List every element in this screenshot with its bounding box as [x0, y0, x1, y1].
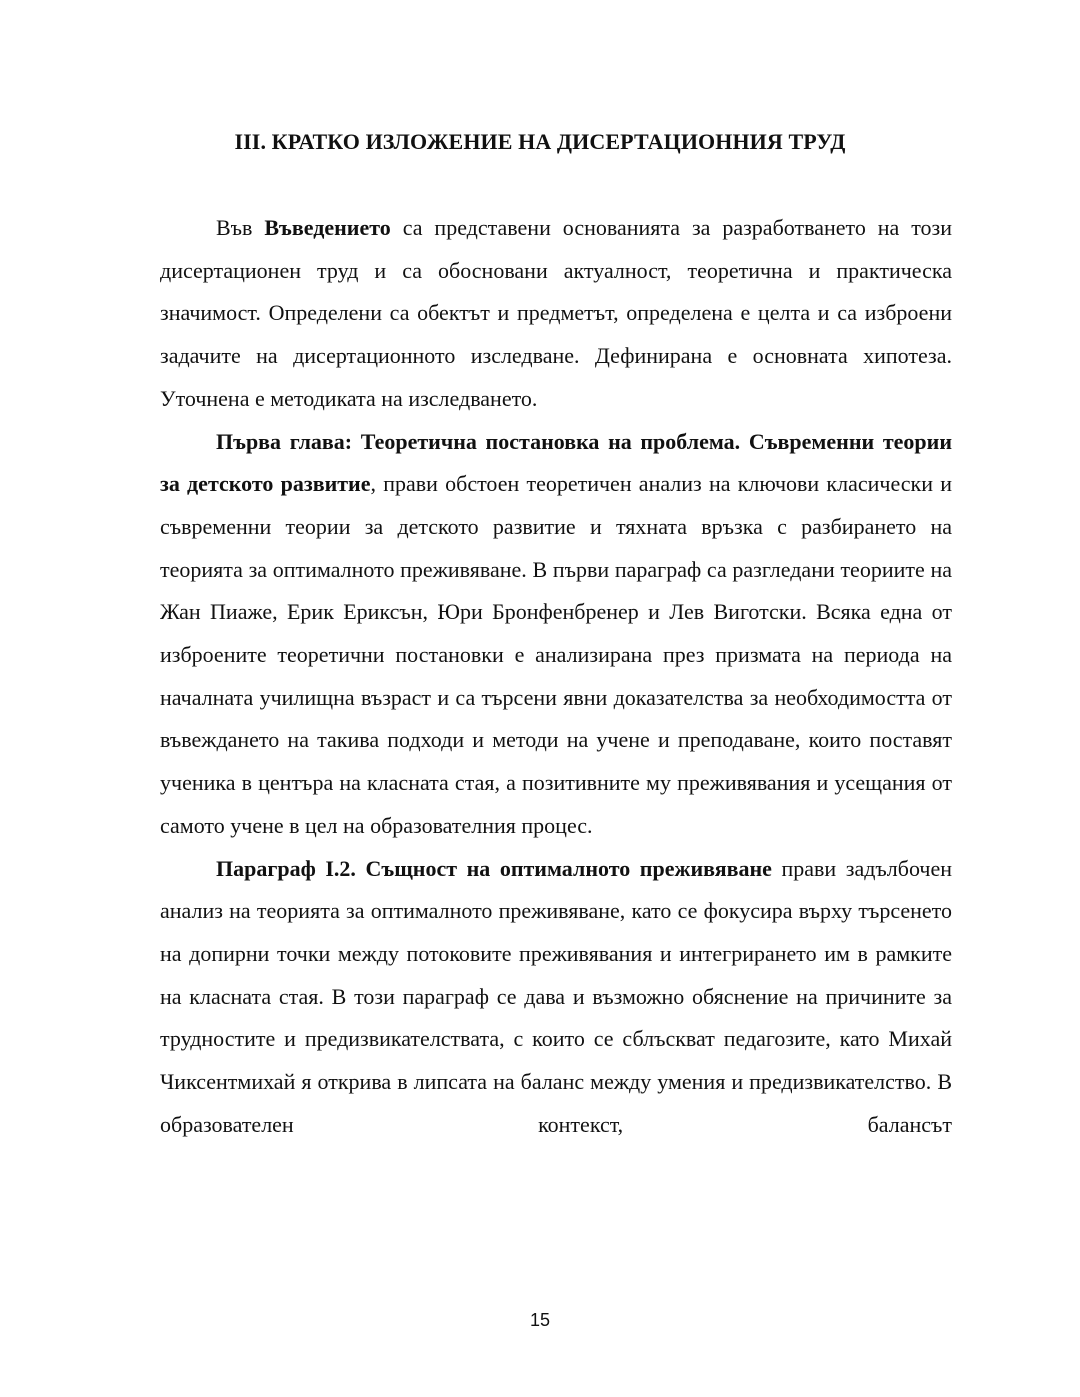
section-1-2-text: прави задълбочен анализ на теорията за оптималното преживяване, като се фокусира върху търсенето на допирни точки между потоковите преживявания и интегрирането им в рамките на класната стая. В този параграф се дава и възможно обяснение на причините за трудностите и предизвикателствата, с които се сблъскват педагозите, като Михай Чиксентмихай я открива в липсата на баланс между умения и предизвикателство. В образователен контекст, балансът: [160, 855, 952, 1137]
intro-lead: Във: [216, 215, 265, 240]
paragraph-chapter-one: [160, 421, 952, 848]
chapter-one-title: Първа глава: Теоретична постановка на проблема. Съвременни теории за детското развитие: [160, 428, 952, 497]
chapter-one-text: , прави обстоен теоретичен анализ на ключови класически и съвременни теории за детското развитие и тяхната връзка с разбирането на теорията за оптималното преживяване. В първи параграф са разгледани теориите на Жан Пиаже, Ерик Ериксън, Юри Бронфенбренер и Лев Виготски. Всяка една от изброените теоретични постановки е анализирана през призмата на периода на началната училищна възраст и са търсени явни доказателства за необходимостта от въвеждането на такива подходи и методи на учене и преподаване, които поставят ученика в центъра на класната стая, а позитивните му преживявания и усещания от самото учене в цел на образователния процес.: [160, 471, 952, 838]
section-heading: III. КРАТКО ИЗЛОЖЕНИЕ НА ДИСЕРТАЦИОННИЯ ТРУД: [234, 129, 846, 154]
section-1-2-title: Параграф I.2. Същност на оптималното преживяване: [216, 855, 772, 881]
intro-bold-term: Въведението: [264, 215, 391, 240]
paragraph-introduction: [160, 207, 952, 421]
paragraph-section-1-2: [160, 848, 952, 1147]
body-text: [160, 207, 952, 1146]
page-number: 15: [529, 1310, 551, 1330]
intro-text: са представени основанията за разработването на този дисертационен труд и са обосновани актуалност, теоретична и практическа значимост. Определени са обектът и предметът, определена е целта и са изброени задачите на дисертационното изследване. Дефинирана е основната хипотеза. Уточнена е методиката на изследването.: [160, 215, 952, 411]
